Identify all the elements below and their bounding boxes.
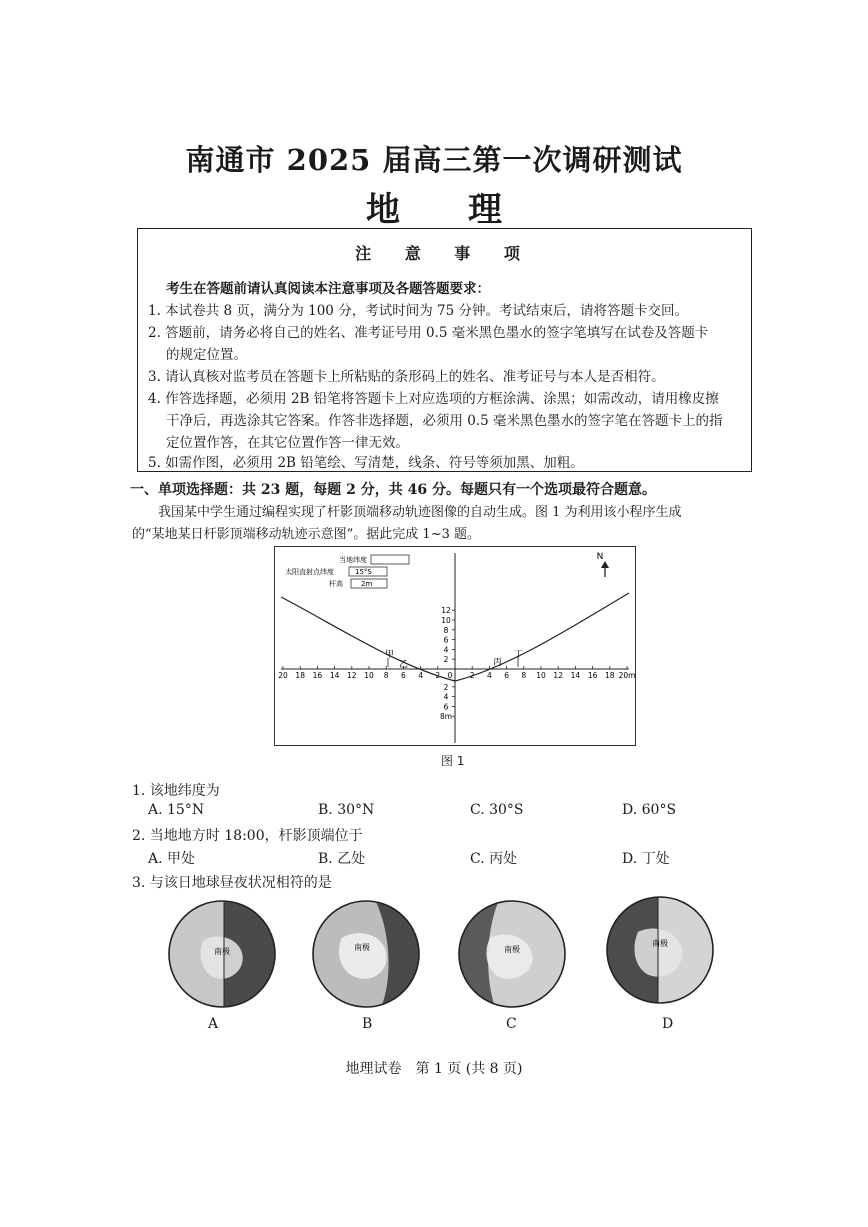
question-1-option-a[interactable]: A. 15°N [148,802,205,818]
question-2-option-b[interactable]: B. 乙处 [318,851,366,867]
x-tick-label: 8 [521,671,527,680]
x-tick-label: 14 [570,671,581,680]
globe-option-b[interactable] [310,898,422,1032]
x-tick-label: 18 [605,671,615,680]
axis-tick-labels [278,606,635,721]
notice-item-1: 1. 本试卷共 8 页，满分为 100 分，考试时间为 75 分钟。考试结束后，请将答题卡交回。 [148,303,688,319]
globe-option-d[interactable] [604,894,716,1032]
x-tick-label: 20m [618,671,635,680]
point-label-bing: 丙 [493,658,503,668]
globe-b-illustration [310,898,422,1010]
y-tick-label: 10 [441,616,451,625]
y-tick-label: 4 [443,645,449,655]
globe-c-illustration [456,898,568,1010]
input-value-subsolar: 15°S [355,568,372,576]
question-1-stem: 1. 该地纬度为 [132,783,220,799]
x-tick-label: 14 [329,671,340,680]
globe-a-pole-label: 南极 [214,947,230,956]
subject-title [0,182,868,231]
x-tick-label: 2 [435,671,441,680]
x-tick-label: 10 [536,671,546,680]
notice-intro: 考生在答题前请认真阅读本注意事项及各题答题要求： [166,281,490,297]
x-tick-label: 20 [278,671,288,680]
input-label-subsolar: 太阳直射点纬度 [285,568,334,576]
notice-item-3: 3. 请认真核对监考员在答题卡上所粘贴的条形码上的姓名、准考证号与本人是否相符。 [148,369,665,385]
y-tick-label: 6 [443,635,449,645]
input-label-pole-height: 杆高 [329,580,343,588]
y-tick-label: 8 [443,625,449,635]
subject-char-2: 理 [468,190,502,230]
x-tick-label: 18 [295,671,305,680]
globe-a-illustration [166,898,278,1010]
y-tick-label: 12 [441,606,451,616]
y-tick-label: 2 [443,682,449,692]
question-3-stem: 3. 与该日地球昼夜状况相符的是 [132,875,332,891]
input-label-latitude: 当地纬度 [339,556,367,564]
figure-caption: 图 1 [441,754,465,768]
x-tick-label: 16 [587,671,598,680]
globe-d-pole-label: 南极 [652,939,668,948]
notice-box [137,228,752,472]
x-tick-label: 12 [553,671,563,680]
subject-char-1: 地 [366,190,400,230]
point-label-ding: 丁 [514,650,524,660]
x-tick-label: 6 [401,671,406,680]
point-label-jia: 甲 [385,650,395,660]
globe-c-label: C [506,1016,517,1032]
y-tick-label: 4 [443,692,449,702]
question-1-option-c[interactable]: C. 30°S [470,802,524,818]
shadow-trajectory-chart [275,547,635,745]
question-2-option-d[interactable]: D. 丁处 [622,851,670,867]
globe-option-c[interactable] [456,898,568,1032]
north-arrow [597,552,609,577]
question-1-option-d[interactable]: D. 60°S [622,802,677,818]
x-tick-label: 16 [312,671,323,680]
globe-b-pole-label: 南极 [354,943,370,952]
question-2-stem: 2. 当地地方时 18:00，杆影顶端位于 [132,828,363,844]
question-1-option-b[interactable]: B. 30°N [318,802,375,818]
exam-title: 南通市 2025 届高三第一次调研测试 [185,143,683,177]
origin-label: 0 [447,671,453,680]
globe-d-label: D [662,1016,674,1032]
question-2-option-a[interactable]: A. 甲处 [148,851,196,867]
x-tick-label: 12 [347,671,357,680]
input-value-pole-height: 2m [361,580,373,588]
x-tick-label: 8 [383,671,389,680]
y-tick-label: 8m [439,712,453,722]
notice-item-2: 2. 答题前，请务必将自己的姓名、准考证号用 0.5 毫米黑色墨水的签字笔填写在试卷及答题卡 [148,325,709,341]
notice-item-4: 4. 作答选择题，必须用 2B 铅笔将答题卡上对应选项的方框涂满、涂黑；如需改动，请用橡皮擦 [148,391,719,407]
north-label: N [596,552,604,562]
notice-item-4-cont-1: 干净后，再选涂其它答案。作答非选择题，必须用 0.5 毫米黑色墨水的签字笔在答题卡上的指 [166,413,723,429]
y-tick-label: 6 [443,702,449,712]
notice-heading: 注 意 事 项 [355,244,534,263]
figure-1 [274,546,636,746]
x-tick-label: 6 [504,671,509,680]
input-panel [285,555,409,588]
notice-item-4-cont-2: 定位置作答，在其它位置作答一律无效。 [166,435,409,451]
x-tick-label: 2 [469,671,475,680]
point-label-yi: 乙 [399,660,409,670]
globe-a-label: A [208,1016,219,1032]
globe-option-a[interactable] [166,898,278,1032]
x-tick-label: 4 [487,671,492,680]
x-tick-label: 4 [418,671,423,680]
section-heading: 一、单项选择题：共 23 题，每题 2 分，共 46 分。每题只有一个选项最符合题意。 [130,482,656,498]
notice-item-2-cont: 的规定位置。 [166,347,247,363]
notice-item-5: 5. 如需作图，必须用 2B 铅笔绘、写清楚，线条、符号等须加黑、加粗。 [148,455,584,471]
passage-line-1: 我国某中学生通过编程实现了杆影顶端移动轨迹图像的自动生成。图 1 为利用该小程序生成 [158,505,682,520]
passage-line-2: 的“某地某日杆影顶端移动轨迹示意图”。据此完成 1~3 题。 [132,527,480,542]
question-2-option-c[interactable]: C. 丙处 [470,851,518,867]
north-arrow-head [601,561,609,568]
y-tick-label: 2 [443,655,449,665]
globe-d-illustration [604,894,716,1006]
x-tick-label: 10 [364,671,374,680]
page-footer: 地理试卷 第 1 页 (共 8 页) [345,1061,523,1077]
input-field-latitude[interactable] [371,555,409,564]
globe-c-pole-label: 南极 [504,945,520,954]
globe-b-label: B [362,1016,373,1032]
